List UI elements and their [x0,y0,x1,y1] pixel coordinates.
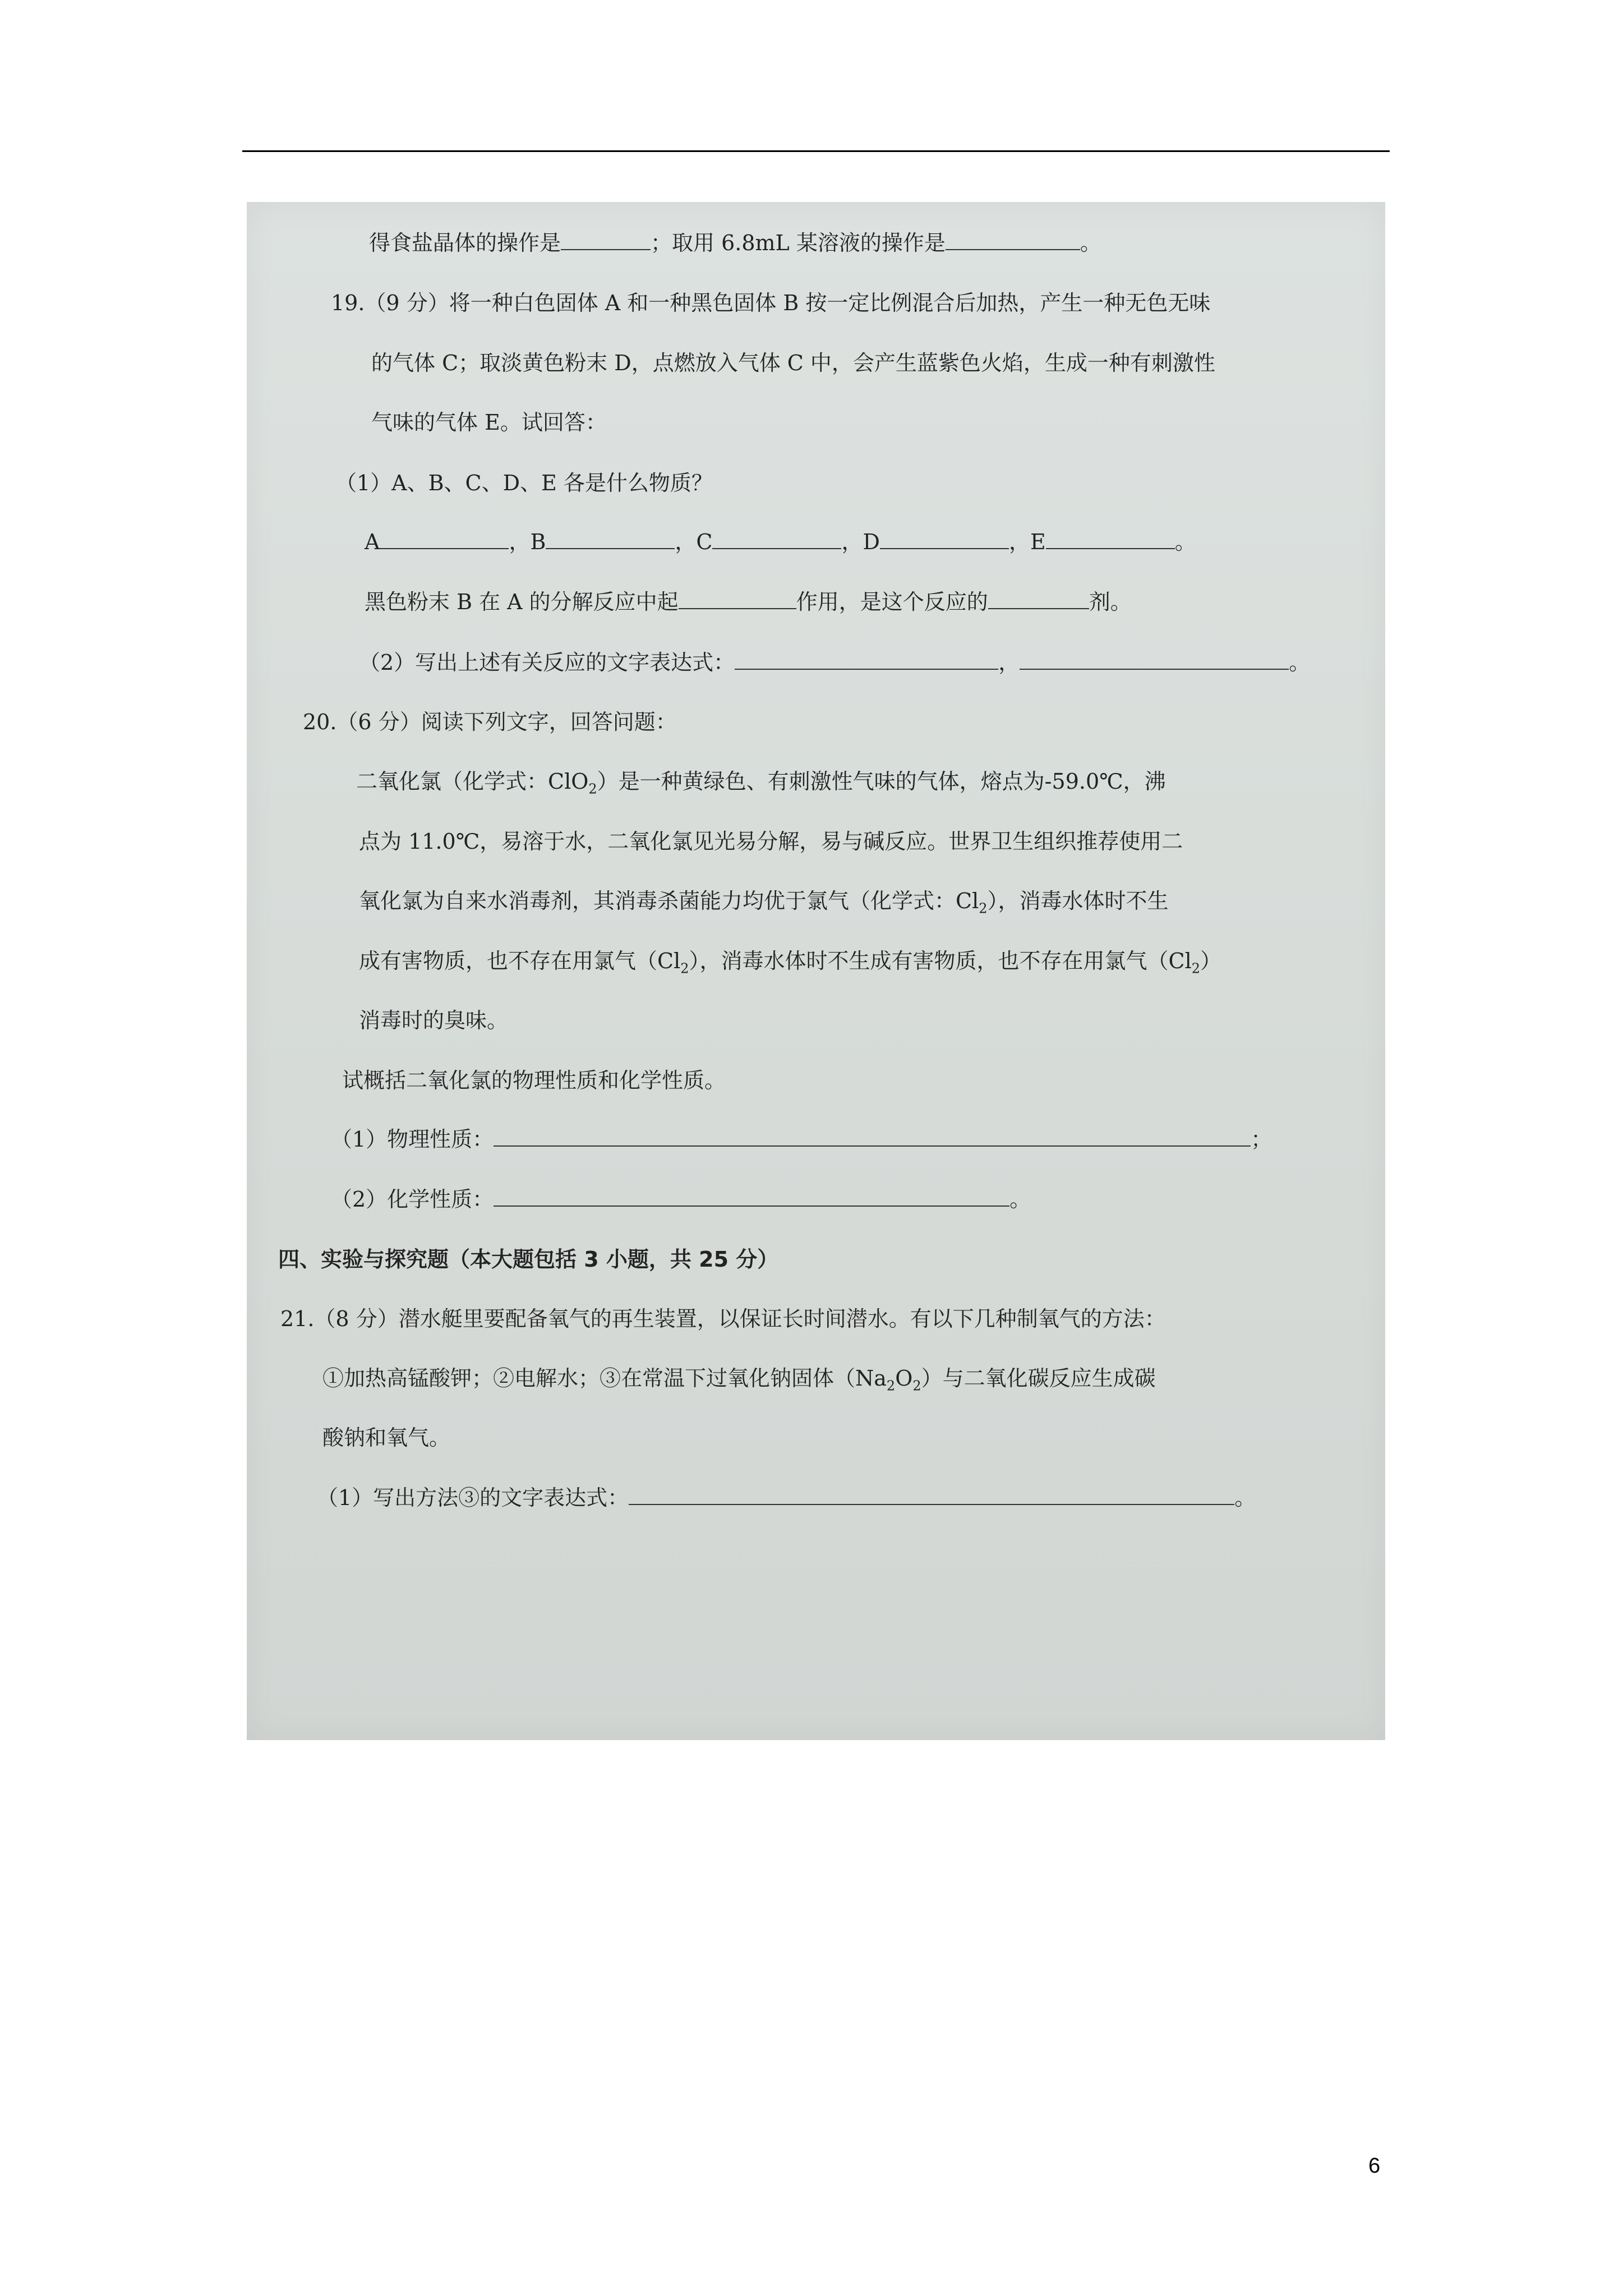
page-number: 6 [1368,2154,1381,2178]
subscript: 2 [680,960,689,977]
text: ①加热高锰酸钾；②电解水；③在常温下过氧化钠固体（Na [322,1366,887,1391]
text: （1）写出方法③的文字表达式： [317,1485,629,1510]
question-20-line-8 [331,1126,1272,1152]
question-19-line-6 [365,589,1132,615]
question-19-abcde-line [365,529,1196,555]
text: 。 [1080,231,1101,255]
text: 。 [1234,1485,1256,1510]
question-21-line-2 [322,1365,1156,1399]
question-20-line-7: 试概括二氧化氯的物理性质和化学性质。 [342,1068,726,1093]
question-20-line-6: 消毒时的臭味。 [359,1008,509,1033]
answer-blank-c [712,530,841,549]
question-19-line-2: 的气体 C；取淡黄色粉末 D，点燃放入气体 C 中，会产生蓝紫色火焰，生成一种有刺激性 [371,351,1215,375]
answer-blank [679,590,796,609]
answer-blank [735,651,998,670]
question-20-line-4 [359,888,1169,922]
question-19-line-3: 气味的气体 E。试回答： [371,410,607,435]
answer-blank-b [546,530,675,549]
scanned-exam-page [247,202,1385,1740]
answer-blank [561,231,651,250]
text: 剂。 [1089,590,1132,614]
question-19-line-7 [359,650,1310,675]
text: ； [1251,1127,1272,1152]
text: ， [998,650,1020,675]
text: ；取用 6.8mL 某溶液的操作是 [651,231,946,255]
answer-blank-e [1046,530,1175,549]
question-19-line-4: （1）A、B、C、D、E 各是什么物质？ [335,471,713,495]
text: ）是一种黄绿色、有刺激性气味的气体，熔点为-59.0℃，沸 [597,769,1166,794]
answer-blank [1020,651,1289,670]
answer-blank [494,1188,1009,1207]
label-d: ，D [841,530,880,554]
subscript: 2 [979,900,988,917]
question-20-line-9 [331,1186,1031,1212]
answer-blank-d [880,530,1009,549]
label-a: A [365,530,380,554]
question-20-line-1: 20.（6 分）阅读下列文字，回答问题： [303,710,677,734]
subscript: 2 [912,1378,921,1394]
text: 。 [1009,1187,1031,1212]
question-21-line-4 [317,1485,1256,1511]
question-20-line-2 [356,769,1166,802]
question-19-line-1: 19.（9 分）将一种白色固体 A 和一种黑色固体 B 按一定比例混合后加热，产生一种无色无味 [331,291,1211,315]
text: O [895,1366,913,1391]
text: 得食盐晶体的操作是 [369,231,561,255]
label-c: ，C [675,530,713,554]
text: 。 [1174,530,1196,554]
question-20-line-5 [359,948,1221,982]
text: 。 [1289,650,1311,675]
answer-blank [494,1128,1251,1147]
answer-blank [629,1486,1234,1505]
header-rule [242,150,1390,152]
subscript: 2 [1191,960,1201,977]
text: 成有害物质，也不存在用氯气（Cl [359,949,681,973]
text: ），消毒水体时不生 [987,889,1169,913]
label-b: ，B [509,530,546,554]
subscript: 2 [886,1378,896,1394]
question-21-line-1: 21.（8 分）潜水艇里要配备氧气的再生装置，以保证长时间潜水。有以下几种制氧气的方法： [280,1306,1166,1331]
text: 黑色粉末 B 在 A 的分解反应中起 [365,590,679,614]
answer-blank [946,231,1080,250]
answer-blank-a [380,530,509,549]
label-e: ，E [1008,530,1046,554]
text: ）与二氧化碳反应生成碳 [921,1366,1156,1391]
answer-blank [988,590,1089,609]
section-4-heading: 四、实验与探究题（本大题包括 3 小题，共 25 分） [278,1247,779,1272]
text: （1）物理性质： [331,1127,494,1152]
question-20-line-3: 点为 11.0℃，易溶于水，二氧化氯见光易分解，易与碱反应。世界卫生组织推荐使用二 [359,829,1183,854]
text: 氧化氯为自来水消毒剂，其消毒杀菌能力均优于氯气（化学式：Cl [359,889,979,913]
question-21-line-3: 酸钠和氧气。 [322,1425,451,1450]
text: ），消毒水体时不生成有害物质，也不存在用氯气（Cl [689,949,1192,973]
text: （2）化学性质： [331,1187,494,1212]
text: （2）写出上述有关反应的文字表达式： [359,650,735,675]
subscript: 2 [588,781,597,797]
text: 作用，是这个反应的 [796,590,988,614]
text: ） [1200,949,1222,973]
text: 二氧化氯（化学式：ClO [356,769,589,794]
line-continuation [369,230,1101,256]
